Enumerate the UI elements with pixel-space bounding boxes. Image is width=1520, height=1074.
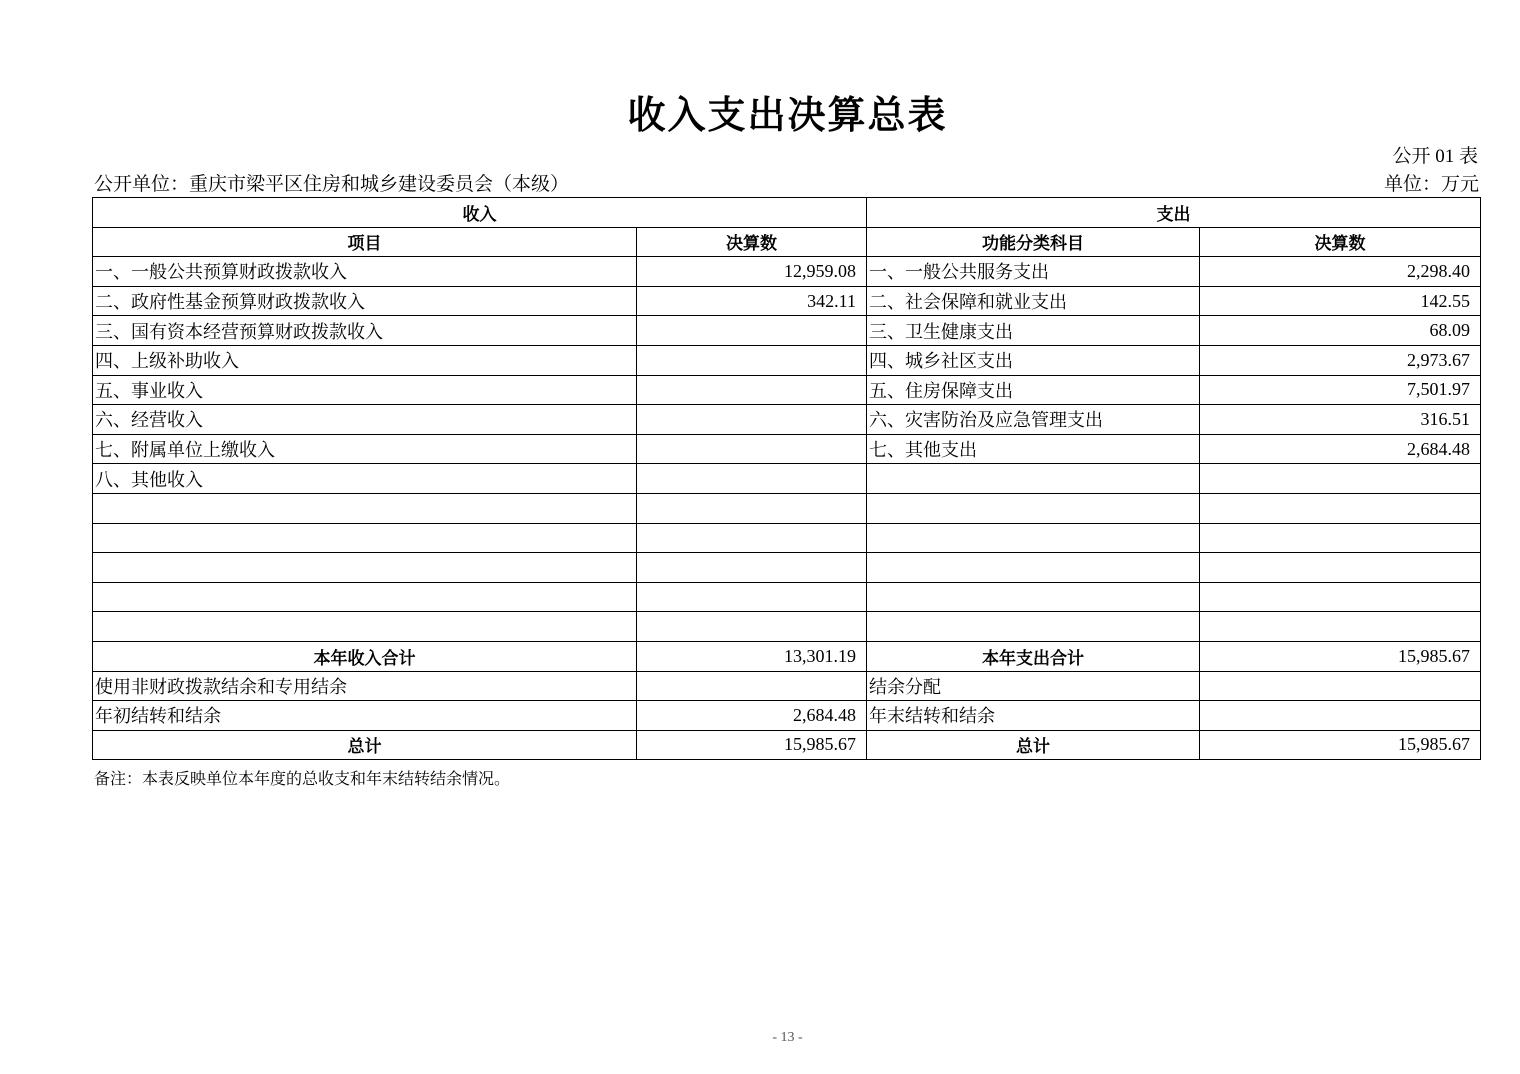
begin-carryover-value: 2,684.48 — [637, 701, 867, 731]
expense-item-cell: 二、社会保障和就业支出 — [867, 286, 1200, 316]
expense-item-cell: 六、灾害防治及应急管理支出 — [867, 405, 1200, 435]
column-header-row — [93, 227, 1481, 257]
income-item-cell: 一、一般公共预算财政拨款收入 — [93, 257, 637, 287]
col-func-header: 功能分类科目 — [867, 227, 1200, 257]
expense-amount-cell: 316.51 — [1200, 405, 1481, 435]
income-item-cell: 三、国有资本经营预算财政拨款收入 — [93, 316, 637, 346]
expense-amount-cell: 2,684.48 — [1200, 434, 1481, 464]
footnote: 备注：本表反映单位本年度的总收支和年末结转结余情况。 — [94, 771, 511, 788]
grand-total-income-value: 15,985.67 — [637, 730, 867, 760]
table-row — [93, 286, 1481, 316]
table-row — [93, 464, 1481, 494]
income-item-cell — [93, 582, 637, 612]
expense-amount-cell — [1200, 493, 1481, 523]
expense-item-cell — [867, 553, 1200, 583]
income-item-cell — [93, 553, 637, 583]
expense-item-cell: 四、城乡社区支出 — [867, 345, 1200, 375]
grand-total-expense-value: 15,985.67 — [1200, 730, 1481, 760]
income-amount-cell: 342.11 — [637, 286, 867, 316]
carryover-row — [93, 701, 1481, 731]
reporting-unit: 公开单位：重庆市梁平区住房和城乡建设委员会（本级） — [94, 174, 570, 195]
income-expense-table — [92, 197, 1481, 760]
total-row — [93, 641, 1481, 671]
grand-total-income-label: 总计 — [93, 730, 637, 760]
col-item-header: 项目 — [93, 227, 637, 257]
nonfiscal-label: 使用非财政拨款结余和专用结余 — [93, 671, 637, 701]
income-header: 收入 — [93, 198, 867, 228]
page-title: 收入支出决算总表 — [627, 93, 948, 137]
table-row — [93, 405, 1481, 435]
expense-item-cell: 三、卫生健康支出 — [867, 316, 1200, 346]
expense-amount-cell: 2,298.40 — [1200, 257, 1481, 287]
unit-line — [94, 169, 1479, 196]
expense-item-cell — [867, 464, 1200, 494]
income-amount-cell — [637, 553, 867, 583]
income-item-cell: 四、上级补助收入 — [93, 345, 637, 375]
expense-amount-cell: 142.55 — [1200, 286, 1481, 316]
expense-amount-cell: 68.09 — [1200, 316, 1481, 346]
table-row — [93, 257, 1481, 287]
surplus-dist-label: 结余分配 — [867, 671, 1200, 701]
income-amount-cell — [637, 434, 867, 464]
table-row — [93, 375, 1481, 405]
col-amount-header: 决算数 — [637, 227, 867, 257]
surplus-dist-value — [1200, 671, 1481, 701]
income-amount-cell — [637, 316, 867, 346]
expense-item-cell: 七、其他支出 — [867, 434, 1200, 464]
income-total-value: 13,301.19 — [637, 641, 867, 671]
income-item-cell — [93, 493, 637, 523]
income-amount-cell — [637, 612, 867, 642]
table-row — [93, 553, 1481, 583]
income-item-cell — [93, 523, 637, 553]
expense-item-cell — [867, 582, 1200, 612]
section-header-row — [93, 198, 1481, 228]
income-item-cell: 五、事业收入 — [93, 375, 637, 405]
income-amount-cell — [637, 464, 867, 494]
expense-item-cell: 一、一般公共服务支出 — [867, 257, 1200, 287]
income-amount-cell — [637, 493, 867, 523]
income-item-cell: 八、其他收入 — [93, 464, 637, 494]
expense-item-cell: 五、住房保障支出 — [867, 375, 1200, 405]
income-total-label: 本年收入合计 — [93, 641, 637, 671]
expense-amount-cell — [1200, 523, 1481, 553]
expense-header: 支出 — [867, 198, 1481, 228]
income-item-cell: 二、政府性基金预算财政拨款收入 — [93, 286, 637, 316]
income-amount-cell — [637, 523, 867, 553]
grand-total-expense-label: 总计 — [867, 730, 1200, 760]
expense-item-cell — [867, 523, 1200, 553]
expense-item-cell — [867, 493, 1200, 523]
expense-amount-cell — [1200, 464, 1481, 494]
table-row — [93, 582, 1481, 612]
table-row — [93, 612, 1481, 642]
end-carryover-value — [1200, 701, 1481, 731]
grand-total-row — [93, 730, 1481, 760]
form-number: 公开 01 表 — [1392, 146, 1478, 167]
nonfiscal-row — [93, 671, 1481, 701]
col-amount2-header: 决算数 — [1200, 227, 1481, 257]
expense-total-value: 15,985.67 — [1200, 641, 1481, 671]
income-amount-cell: 12,959.08 — [637, 257, 867, 287]
expense-amount-cell — [1200, 582, 1481, 612]
table-row — [93, 434, 1481, 464]
end-carryover-label: 年末结转和结余 — [867, 701, 1200, 731]
currency-unit: 单位：万元 — [1383, 174, 1479, 195]
nonfiscal-value — [637, 671, 867, 701]
income-item-cell — [93, 612, 637, 642]
table-row — [93, 316, 1481, 346]
income-amount-cell — [637, 405, 867, 435]
income-item-cell: 六、经营收入 — [93, 405, 637, 435]
income-item-cell: 七、附属单位上缴收入 — [93, 434, 637, 464]
income-amount-cell — [637, 375, 867, 405]
expense-total-label: 本年支出合计 — [867, 641, 1200, 671]
expense-amount-cell — [1200, 553, 1481, 583]
begin-carryover-label: 年初结转和结余 — [93, 701, 637, 731]
table-row — [93, 493, 1481, 523]
expense-amount-cell — [1200, 612, 1481, 642]
table-row — [93, 523, 1481, 553]
expense-amount-cell: 7,501.97 — [1200, 375, 1481, 405]
income-amount-cell — [637, 345, 867, 375]
income-amount-cell — [637, 582, 867, 612]
expense-amount-cell: 2,973.67 — [1200, 345, 1481, 375]
page-number: - 13 - — [772, 1030, 803, 1045]
table-row — [93, 345, 1481, 375]
expense-item-cell — [867, 612, 1200, 642]
